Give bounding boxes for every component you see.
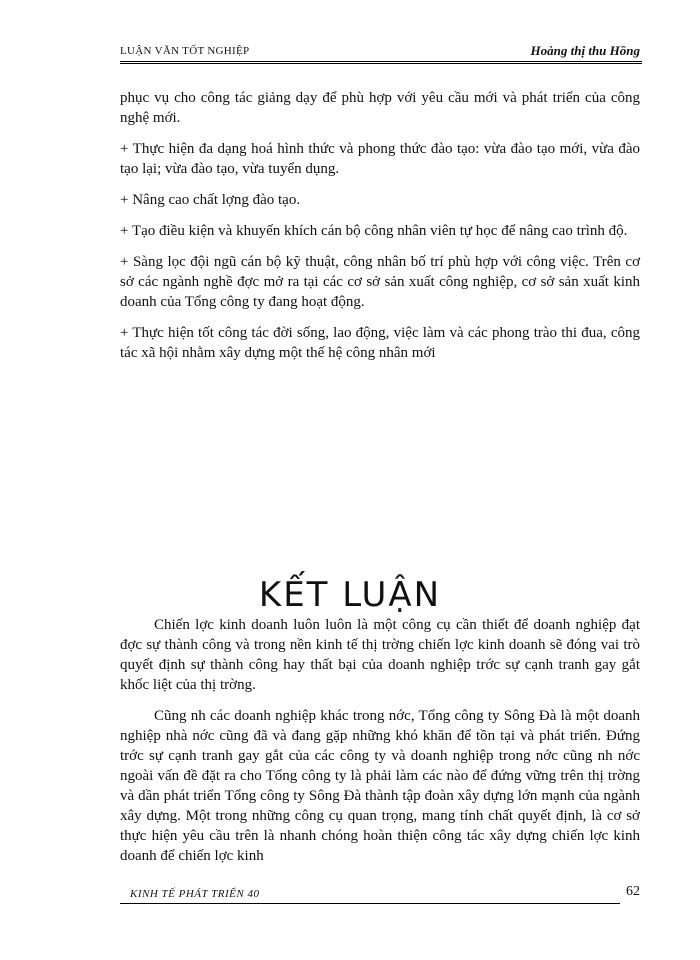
- paragraph: + Tạo điều kiện và khuyến khích cán bộ công nhân viên tự học để nâng cao trình độ.: [120, 223, 628, 239]
- section-title: KẾT LUẬN: [258, 575, 442, 615]
- header-thesis-label: LUẬN VĂN TỐT NGHIỆP: [120, 45, 250, 57]
- footer-course-label: KINH TẾ PHÁT TRIỂN 40: [130, 888, 260, 900]
- page-header: [120, 43, 640, 61]
- footer-rule: [120, 903, 620, 904]
- conclusion-paragraph: Cũng nh các doanh nghiệp khác trong nớc, Tổng công ty Sông Đà là một doanh nghiệp nhà nớc cũng đã và đang gặp những khó khăn để tồn tại và phát triển. Đứng trớc sự cạnh tranh gay gắt của các công ty và doanh nghiệp trong nớc cũng nh nớc ngoài vấn đề đặt ra cho Tổng công ty là phải làm các nào để đứng vững trên thị trờng và dần phát triển Tổng công ty Sông Đà thành tập đoàn xây dựng lớn mạnh của ngành xây dựng. Một trong những công cụ quan trọng, mang tính chất quyết định, là cơ sở thực hiện yêu cầu trên là nhanh chóng hoàn thiện công tác xây dựng chiến lợc kinh doanh để chiến lợc kinh: [120, 708, 640, 864]
- body-paragraphs: [120, 88, 640, 374]
- paragraph: + Thực hiện tốt công tác đời sống, lao động, việc làm và các phong trào thi đua, công tác xã hội nhằm xây dựng một thế hệ công nhân mới: [120, 325, 640, 361]
- header-rule: [120, 61, 642, 64]
- header-author-name: Hoàng thị thu Hồng: [530, 43, 640, 58]
- page-footer: [120, 886, 640, 906]
- paragraph: + Sàng lọc đội ngũ cán bộ kỹ thuật, công nhân bố trí phù hợp với công việc. Trên cơ sở các ngành nghề đợc mở ra tại các cơ sở sản xuất công nghiệp, cơ sở sản xuất kinh doanh của Tổng công ty đang hoạt động.: [120, 254, 640, 310]
- paragraph: + Thực hiện đa dạng hoá hình thức và phong thức đào tạo: vừa đào tạo mới, vừa đào tạo lại; vừa đào tạo, vừa tuyển dụng.: [120, 141, 640, 177]
- conclusion-paragraphs: [120, 615, 640, 877]
- page-number: 62: [626, 884, 640, 899]
- paragraph: + Nâng cao chất lợng đào tạo.: [120, 192, 301, 208]
- paragraph: phục vụ cho công tác giảng dạy để phù hợp với yêu cầu mới và phát triển của công nghệ mới.: [120, 90, 640, 126]
- conclusion-paragraph: Chiến lợc kinh doanh luôn luôn là một công cụ cần thiết để doanh nghiệp đạt đợc sự thành công và trong nền kinh tế thị trờng chiến lợc kinh doanh sẽ đóng vai trò quyết định sự thành công hay thất bại của doanh nghiệp trớc sự cạnh tranh gay gắt khốc liệt của thị trờng.: [120, 617, 640, 693]
